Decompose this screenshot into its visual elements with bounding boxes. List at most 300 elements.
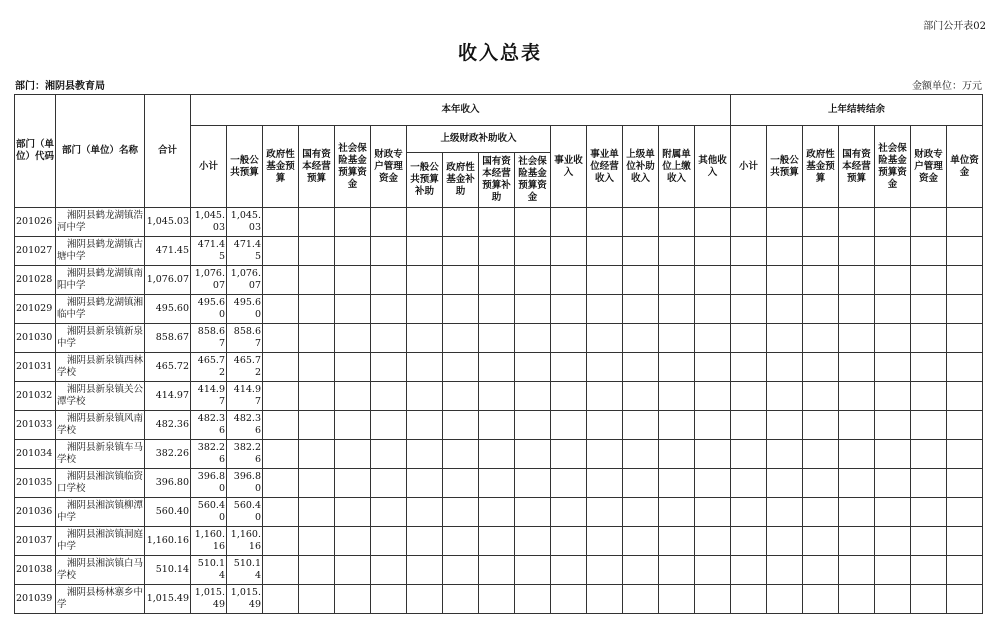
empty-cell [371,237,407,266]
empty-cell [263,208,299,237]
empty-cell [911,353,947,382]
empty-cell [947,324,983,353]
empty-cell [947,353,983,382]
empty-cell [299,266,335,295]
empty-cell [443,208,479,237]
table-row [15,440,983,469]
empty-cell [443,498,479,527]
table-row [15,498,983,527]
empty-cell [335,237,371,266]
empty-cell [263,353,299,382]
empty-cell [767,353,803,382]
empty-cell [623,411,659,440]
empty-cell [299,411,335,440]
empty-cell [335,440,371,469]
empty-cell [659,440,695,469]
row-cur-general-budget: 858.67 [227,324,263,353]
row-name: 湘阴县湘滨镇柳潭中学 [56,498,145,527]
empty-cell [335,585,371,614]
header-prev-special-account: 财政专户管理资金 [911,126,947,208]
empty-cell [407,295,443,324]
row-code: 201035 [15,469,56,498]
empty-cell [443,295,479,324]
empty-cell [407,440,443,469]
header-cur-upper-subsidy: 上级单位补助收入 [623,126,659,208]
empty-cell [947,295,983,324]
empty-cell [695,324,731,353]
empty-cell [299,469,335,498]
row-code: 201030 [15,324,56,353]
empty-cell [515,411,551,440]
empty-cell [371,411,407,440]
empty-cell [911,295,947,324]
empty-cell [803,237,839,266]
empty-cell [515,295,551,324]
empty-cell [515,440,551,469]
row-cur-general-budget: 471.45 [227,237,263,266]
empty-cell [371,469,407,498]
empty-cell [731,353,767,382]
table-row [15,527,983,556]
row-total: 560.40 [145,498,191,527]
row-cur-subtotal: 382.26 [191,440,227,469]
empty-cell [587,208,623,237]
empty-cell [947,266,983,295]
header-cur-special-account: 财政专户管理资金 [371,126,407,208]
empty-cell [515,237,551,266]
empty-cell [335,382,371,411]
row-name: 湘阴县鹤龙湖镇南阳中学 [56,266,145,295]
row-total: 1,076.07 [145,266,191,295]
row-code: 201032 [15,382,56,411]
empty-cell [695,527,731,556]
empty-cell [839,411,875,440]
row-cur-general-budget: 495.60 [227,295,263,324]
empty-cell [659,353,695,382]
empty-cell [443,556,479,585]
empty-cell [623,353,659,382]
empty-cell [335,324,371,353]
empty-cell [299,324,335,353]
empty-cell [551,324,587,353]
empty-cell [803,353,839,382]
empty-cell [551,440,587,469]
empty-cell [731,324,767,353]
empty-cell [695,498,731,527]
empty-cell [875,440,911,469]
empty-cell [623,237,659,266]
empty-cell [875,324,911,353]
empty-cell [587,469,623,498]
empty-cell [839,208,875,237]
empty-cell [731,208,767,237]
empty-cell [767,498,803,527]
row-name: 湘阴县湘滨镇洞庭中学 [56,527,145,556]
empty-cell [839,382,875,411]
empty-cell [551,556,587,585]
empty-cell [623,585,659,614]
empty-cell [803,266,839,295]
empty-cell [947,440,983,469]
empty-cell [551,498,587,527]
row-total: 495.60 [145,295,191,324]
empty-cell [371,585,407,614]
row-code: 201028 [15,266,56,295]
empty-cell [299,237,335,266]
empty-cell [407,527,443,556]
row-name: 湘阴县新泉镇西林学校 [56,353,145,382]
empty-cell [839,237,875,266]
header-current-year-group: 本年收入 [191,95,731,126]
row-total: 382.26 [145,440,191,469]
empty-cell [515,382,551,411]
empty-cell [587,295,623,324]
empty-cell [911,411,947,440]
empty-cell [335,295,371,324]
empty-cell [623,556,659,585]
empty-cell [443,324,479,353]
empty-cell [695,266,731,295]
empty-cell [803,324,839,353]
empty-cell [767,208,803,237]
row-cur-subtotal: 560.40 [191,498,227,527]
empty-cell [587,440,623,469]
empty-cell [299,295,335,324]
empty-cell [803,527,839,556]
header-cur-general-budget: 一般公共预算 [227,126,263,208]
row-cur-subtotal: 495.60 [191,295,227,324]
empty-cell [803,440,839,469]
page-title: 收入总表 [457,42,542,64]
empty-cell [911,440,947,469]
empty-cell [587,324,623,353]
empty-cell [515,353,551,382]
empty-cell [587,237,623,266]
row-cur-subtotal: 1,076.07 [191,266,227,295]
empty-cell [767,527,803,556]
empty-cell [767,556,803,585]
empty-cell [587,266,623,295]
row-cur-subtotal: 482.36 [191,411,227,440]
row-code: 201027 [15,237,56,266]
empty-cell [731,266,767,295]
header-cur-subtotal: 小计 [191,126,227,208]
empty-cell [947,585,983,614]
header-cur-operating-income: 事业单位经营收入 [587,126,623,208]
empty-cell [875,498,911,527]
empty-cell [299,585,335,614]
empty-cell [875,527,911,556]
empty-cell [551,382,587,411]
empty-cell [875,266,911,295]
empty-cell [299,527,335,556]
empty-cell [875,382,911,411]
header-cur-gov-fund: 政府性基金预算 [263,126,299,208]
empty-cell [515,585,551,614]
empty-cell [407,324,443,353]
empty-cell [911,469,947,498]
empty-cell [803,498,839,527]
empty-cell [911,382,947,411]
empty-cell [731,382,767,411]
empty-cell [659,411,695,440]
empty-cell [263,324,299,353]
empty-cell [695,295,731,324]
row-cur-general-budget: 560.40 [227,498,263,527]
table-row [15,237,983,266]
empty-cell [263,382,299,411]
row-cur-general-budget: 465.72 [227,353,263,382]
empty-cell [731,237,767,266]
header-total: 合计 [145,95,191,208]
empty-cell [695,208,731,237]
empty-cell [515,266,551,295]
empty-cell [443,585,479,614]
row-code: 201029 [15,295,56,324]
empty-cell [947,556,983,585]
empty-cell [695,411,731,440]
empty-cell [299,498,335,527]
empty-cell [947,382,983,411]
empty-cell [623,469,659,498]
empty-cell [767,382,803,411]
empty-cell [911,527,947,556]
empty-cell [371,208,407,237]
empty-cell [839,324,875,353]
row-cur-subtotal: 510.14 [191,556,227,585]
empty-cell [515,527,551,556]
row-name: 湘阴县新泉镇车马学校 [56,440,145,469]
empty-cell [767,440,803,469]
empty-cell [947,237,983,266]
empty-cell [443,382,479,411]
row-total: 465.72 [145,353,191,382]
empty-cell [803,469,839,498]
row-total: 482.36 [145,411,191,440]
empty-cell [695,585,731,614]
row-total: 471.45 [145,237,191,266]
header-prev-subtotal: 小计 [731,126,767,208]
empty-cell [371,324,407,353]
empty-cell [407,208,443,237]
row-name: 湘阴县新泉镇新泉中学 [56,324,145,353]
empty-cell [659,469,695,498]
row-name: 湘阴县湘滨镇临资口学校 [56,469,145,498]
empty-cell [443,237,479,266]
row-total: 1,045.03 [145,208,191,237]
empty-cell [875,469,911,498]
empty-cell [767,237,803,266]
empty-cell [767,324,803,353]
empty-cell [299,208,335,237]
empty-cell [407,411,443,440]
empty-cell [947,208,983,237]
empty-cell [551,469,587,498]
empty-cell [767,266,803,295]
empty-cell [479,295,515,324]
header-cur-social-insurance: 社会保险基金预算资金 [335,126,371,208]
empty-cell [803,556,839,585]
empty-cell [479,585,515,614]
empty-cell [875,353,911,382]
empty-cell [263,469,299,498]
row-code: 201036 [15,498,56,527]
empty-cell [839,556,875,585]
header-prev-general-budget: 一般公共预算 [767,126,803,208]
table-row [15,208,983,237]
empty-cell [407,498,443,527]
empty-cell [443,440,479,469]
table-row [15,411,983,440]
table-row [15,353,983,382]
empty-cell [695,353,731,382]
row-total: 396.80 [145,469,191,498]
header-subsidy-group: 上级财政补助收入 [407,126,551,153]
row-code: 201039 [15,585,56,614]
empty-cell [911,237,947,266]
empty-cell [479,237,515,266]
empty-cell [443,527,479,556]
header-sub-social-insurance: 社会保险基金预算资金 [515,153,551,208]
empty-cell [263,295,299,324]
empty-cell [371,295,407,324]
empty-cell [659,585,695,614]
empty-cell [407,382,443,411]
empty-cell [947,469,983,498]
empty-cell [623,266,659,295]
row-total: 414.97 [145,382,191,411]
empty-cell [767,411,803,440]
row-cur-general-budget: 382.26 [227,440,263,469]
empty-cell [299,382,335,411]
row-total: 858.67 [145,324,191,353]
empty-cell [335,266,371,295]
empty-cell [479,324,515,353]
empty-cell [839,527,875,556]
empty-cell [875,556,911,585]
empty-cell [623,382,659,411]
empty-cell [551,411,587,440]
empty-cell [587,498,623,527]
empty-cell [659,324,695,353]
row-code: 201037 [15,527,56,556]
header-sub-general: 一般公共预算补助 [407,153,443,208]
empty-cell [623,498,659,527]
empty-cell [515,498,551,527]
row-code: 201033 [15,411,56,440]
empty-cell [659,295,695,324]
row-code: 201038 [15,556,56,585]
empty-cell [263,411,299,440]
empty-cell [803,295,839,324]
row-total: 510.14 [145,556,191,585]
row-cur-general-budget: 1,076.07 [227,266,263,295]
empty-cell [695,556,731,585]
empty-cell [767,585,803,614]
empty-cell [731,411,767,440]
empty-cell [263,498,299,527]
empty-cell [479,208,515,237]
empty-cell [911,585,947,614]
empty-cell [263,585,299,614]
empty-cell [551,208,587,237]
income-summary-table [14,94,983,614]
empty-cell [299,556,335,585]
empty-cell [479,382,515,411]
empty-cell [551,585,587,614]
empty-cell [947,411,983,440]
empty-cell [335,556,371,585]
row-cur-general-budget: 1,045.03 [227,208,263,237]
row-cur-general-budget: 510.14 [227,556,263,585]
empty-cell [335,527,371,556]
empty-cell [587,585,623,614]
empty-cell [551,527,587,556]
empty-cell [839,585,875,614]
empty-cell [407,585,443,614]
empty-cell [587,556,623,585]
row-name: 湘阴县鹤龙湖镇古塘中学 [56,237,145,266]
unit-label: 金额单位：万元 [912,81,982,92]
empty-cell [407,266,443,295]
header-dept-name: 部门（单位）名称 [56,95,145,208]
row-cur-subtotal: 465.72 [191,353,227,382]
empty-cell [659,498,695,527]
empty-cell [875,208,911,237]
table-row [15,324,983,353]
empty-cell [443,469,479,498]
row-name: 湘阴县湘滨镇白马学校 [56,556,145,585]
empty-cell [803,208,839,237]
row-cur-subtotal: 1,015.49 [191,585,227,614]
row-code: 201034 [15,440,56,469]
empty-cell [659,527,695,556]
table-row [15,295,983,324]
header-prev-gov-fund: 政府性基金预算 [803,126,839,208]
empty-cell [803,411,839,440]
empty-cell [659,266,695,295]
department-label: 部门：湘阴县教育局 [15,81,105,92]
empty-cell [911,208,947,237]
table-row [15,266,983,295]
empty-cell [623,208,659,237]
row-cur-subtotal: 1,160.16 [191,527,227,556]
row-cur-subtotal: 471.45 [191,237,227,266]
empty-cell [731,498,767,527]
empty-cell [731,556,767,585]
empty-cell [695,382,731,411]
empty-cell [623,527,659,556]
header-prev-unit-funds: 单位资金 [947,126,983,208]
empty-cell [947,498,983,527]
empty-cell [299,440,335,469]
empty-cell [695,237,731,266]
empty-cell [839,469,875,498]
row-total: 1,160.16 [145,527,191,556]
empty-cell [839,353,875,382]
row-cur-subtotal: 1,045.03 [191,208,227,237]
row-cur-subtotal: 858.67 [191,324,227,353]
empty-cell [731,469,767,498]
empty-cell [515,208,551,237]
empty-cell [875,295,911,324]
empty-cell [587,353,623,382]
empty-cell [263,440,299,469]
empty-cell [335,353,371,382]
empty-cell [407,353,443,382]
empty-cell [479,266,515,295]
form-code: 部门公开表02 [923,21,986,32]
